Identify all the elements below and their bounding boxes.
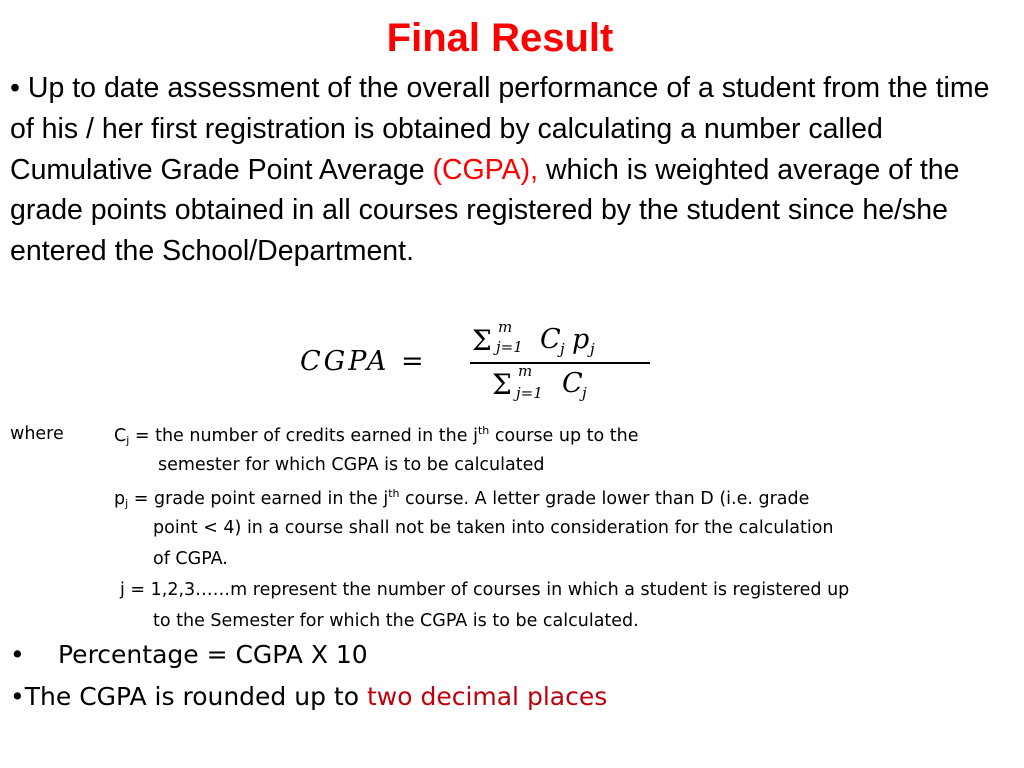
rounding-text: The CGPA is rounded up to [24,682,367,711]
j-text-2: to the Semester for which the CGPA is to be calculated. [153,611,639,631]
page-title: Final Result [386,16,614,60]
denominator-sigma: Σ [492,368,512,401]
j-text-1: j = 1,2,3……m represent the number of courses in which a student is registered up [120,580,850,600]
intro-bullet: • [10,72,20,104]
percentage-text: Percentage = CGPA X 10 [58,640,368,669]
pj-definition [114,487,809,510]
numerator-p-sub: j [590,340,595,358]
where-label: where [10,424,64,444]
cj-sup: th [477,424,490,437]
pj-sub: j [125,497,129,510]
cj-symbol: C [114,426,127,446]
cgpa-formula-svg [300,320,680,406]
denominator-sup: m [518,362,533,380]
formula-lhs: CGPA = [300,346,427,377]
intro-text-after: which is weighted average of the grade points obtained in all courses registered by the student since he/she entered the School/Department. [10,153,960,268]
denominator-c: C [562,368,583,399]
cj-text-3: semester for which CGPA is to be calculated [158,455,545,475]
numerator-p: p [572,324,590,355]
numerator-sub: j=1 [496,338,523,356]
denominator-sub: j=1 [516,384,543,402]
cgpa-highlight: (CGPA), [432,153,539,186]
pj-text-2: course. A letter grade lower than D (i.e. grade [399,489,810,509]
percentage-bullet-marker: • [10,640,25,669]
cj-definition [114,424,639,447]
numerator-c: C [540,324,561,355]
cgpa-formula [300,320,680,406]
pj-symbol: p [114,489,126,509]
pj-text-1: = grade point earned in the j [128,489,389,509]
intro-text-before: Up to date assessment of the overall performance of a student from the time of his / her first registration is obtained by calculating a number called Cumulative Grade Point Average [10,72,990,186]
cj-text-1: = the number of credits earned in the j [129,426,478,446]
cj-text-2: course up to the [489,426,639,446]
intro-paragraph [10,68,1010,272]
numerator-sup: m [498,318,513,336]
rounding-bullet-marker: • [10,682,25,711]
pj-sup: th [388,487,400,500]
decimal-places-highlight: two decimal places [366,682,608,711]
numerator-sigma: Σ [472,324,492,357]
percentage-bullet [10,640,368,669]
pj-text-4: of CGPA. [153,549,228,569]
rounding-bullet [10,682,607,711]
numerator-c-sub: j [560,340,565,358]
denominator-c-sub: j [582,384,587,402]
pj-text-3: point < 4) in a course shall not be taken into consideration for the calculation [153,518,834,538]
cj-sub: j [126,434,130,447]
